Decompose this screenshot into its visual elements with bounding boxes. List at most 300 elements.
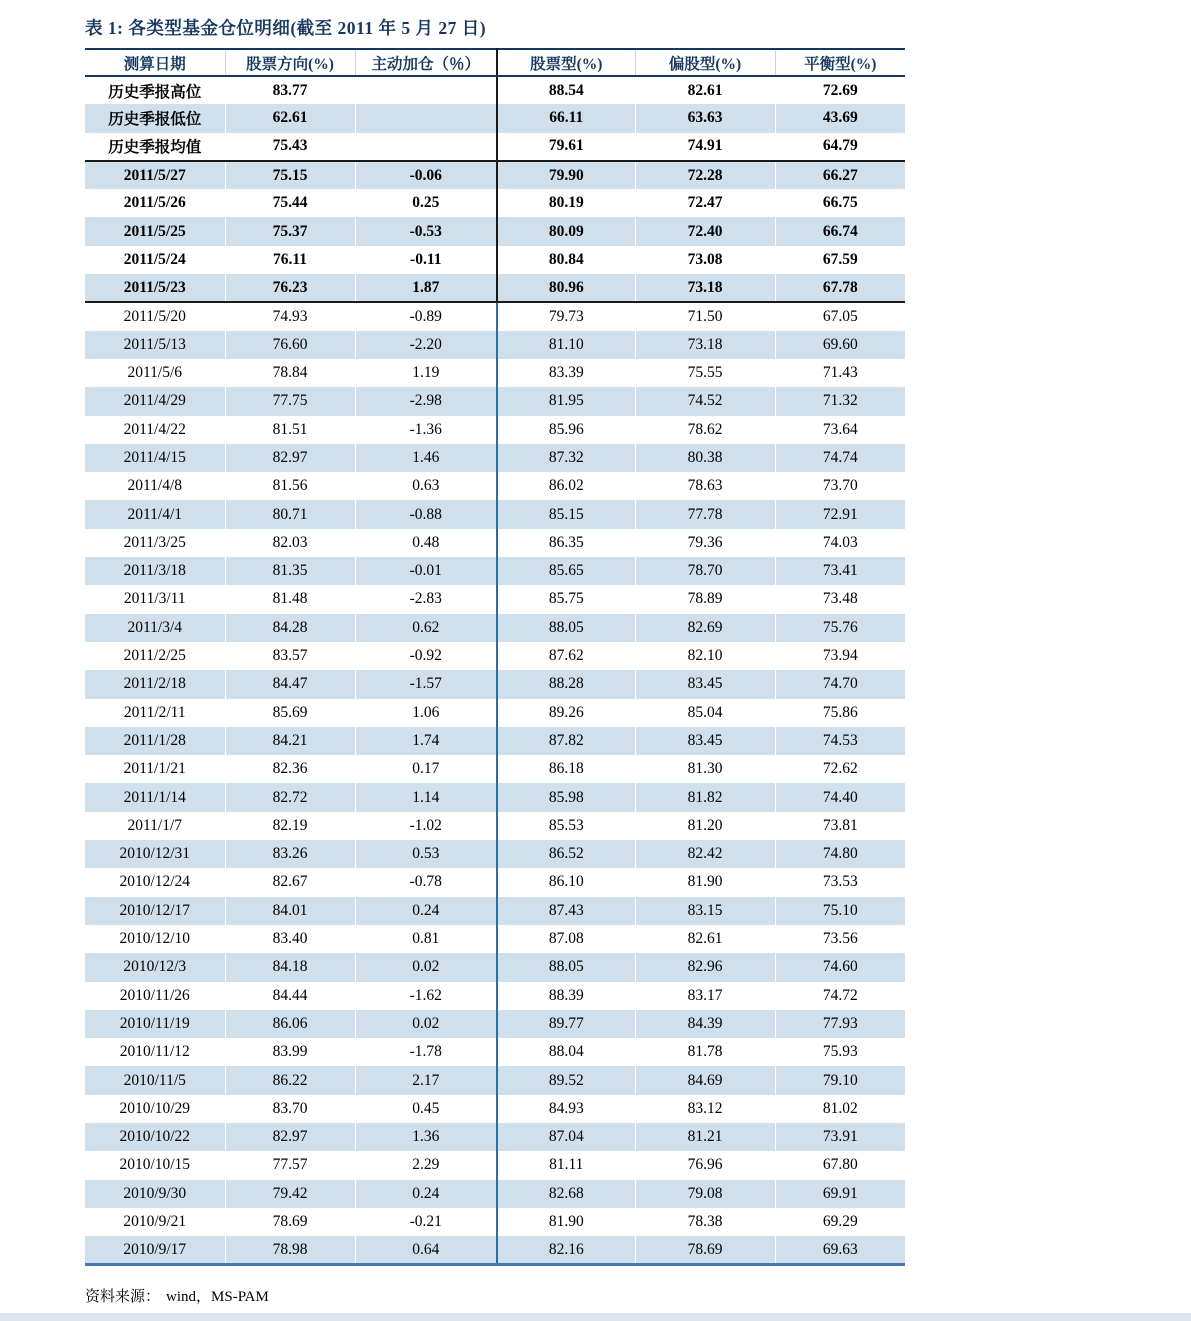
cell: -1.57 <box>355 670 497 698</box>
cell: 82.42 <box>635 840 775 868</box>
cell: 79.10 <box>775 1066 905 1094</box>
cell: 86.35 <box>497 529 635 557</box>
cell: 0.02 <box>355 953 497 981</box>
cell: 75.93 <box>775 1038 905 1066</box>
cell: 43.69 <box>775 104 905 132</box>
cell: 78.38 <box>635 1208 775 1236</box>
cell: 66.75 <box>775 189 905 217</box>
cell: 71.50 <box>635 302 775 330</box>
cell: 2011/3/4 <box>127 618 183 636</box>
cell: -0.92 <box>355 642 497 670</box>
cell: 67.59 <box>775 246 905 274</box>
cell: 78.89 <box>635 585 775 613</box>
cell: 82.16 <box>497 1236 635 1264</box>
cell: 87.43 <box>497 897 635 925</box>
cell: 2010/10/29 <box>119 1099 191 1117</box>
cell: 84.28 <box>225 614 355 642</box>
cell: 83.45 <box>635 670 775 698</box>
cell: 0.81 <box>355 925 497 953</box>
cell: 83.39 <box>497 359 635 387</box>
table-row <box>85 1095 905 1123</box>
cell <box>355 76 497 104</box>
cell: 2011/1/21 <box>123 760 186 778</box>
cell: 81.10 <box>497 331 635 359</box>
cell: 75.10 <box>775 897 905 925</box>
cell: 88.05 <box>497 614 635 642</box>
cell: 0.25 <box>355 189 497 217</box>
cell: 62.61 <box>225 104 355 132</box>
cell: 73.53 <box>775 868 905 896</box>
cell: 74.93 <box>225 302 355 330</box>
cell: 1.19 <box>355 359 497 387</box>
cell: 64.79 <box>775 133 905 161</box>
table-row <box>85 925 905 953</box>
table-row <box>85 1123 905 1151</box>
cell: 83.17 <box>635 982 775 1010</box>
cell: 88.54 <box>497 76 635 104</box>
cell: 82.03 <box>225 529 355 557</box>
cell: 2010/12/10 <box>119 930 191 948</box>
table-row <box>85 416 905 444</box>
cell: 75.37 <box>225 217 355 245</box>
cell: 2010/9/21 <box>123 1213 187 1231</box>
table-row <box>85 699 905 727</box>
cell: 83.99 <box>225 1038 355 1066</box>
cell: 85.15 <box>497 500 635 528</box>
cell: 73.18 <box>635 331 775 359</box>
cell: 0.48 <box>355 529 497 557</box>
cell: 89.26 <box>497 699 635 727</box>
cell: 2010/12/24 <box>119 873 191 891</box>
cell: 历史季报高位 <box>108 83 202 101</box>
header-row <box>85 49 905 76</box>
table-row <box>85 387 905 415</box>
cell: 78.98 <box>225 1236 355 1264</box>
cell: 83.57 <box>225 642 355 670</box>
fund-position-table <box>85 48 905 1266</box>
cell: 80.96 <box>497 274 635 302</box>
cell: 2011/3/25 <box>123 533 186 551</box>
cell: 87.08 <box>497 925 635 953</box>
cell: 2011/5/20 <box>123 308 186 326</box>
table-row <box>85 585 905 613</box>
cell: 2.17 <box>355 1066 497 1094</box>
cell: 74.80 <box>775 840 905 868</box>
cell: 2010/11/19 <box>119 1014 190 1032</box>
cell: 2011/5/23 <box>85 274 225 302</box>
table-title: 表 1: 各类型基金仓位明细(截至 2011 年 5 月 27 日) <box>85 18 487 38</box>
cell: 86.10 <box>497 868 635 896</box>
cell: -2.20 <box>355 331 497 359</box>
cell: 0.24 <box>355 897 497 925</box>
cell: 1.14 <box>355 783 497 811</box>
cell: 85.69 <box>225 699 355 727</box>
cell: 71.43 <box>775 359 905 387</box>
cell: 80.38 <box>635 444 775 472</box>
column-header-2: 主动加仓（％） <box>355 49 497 76</box>
cell: 75.86 <box>775 699 905 727</box>
cell: 73.18 <box>635 274 775 302</box>
cell: 84.69 <box>635 1066 775 1094</box>
table-row <box>85 783 905 811</box>
table-row <box>85 161 905 189</box>
cell: 81.11 <box>497 1151 635 1179</box>
cell: 73.64 <box>775 416 905 444</box>
table-row <box>85 557 905 585</box>
cell: 78.69 <box>635 1236 775 1264</box>
cell: 2011/1/7 <box>127 816 183 834</box>
cell: 74.60 <box>775 953 905 981</box>
cell: 81.90 <box>497 1208 635 1236</box>
cell: 2010/9/30 <box>123 1184 187 1202</box>
column-header-0: 测算日期 <box>85 49 225 76</box>
cell: 74.72 <box>775 982 905 1010</box>
cell: 73.56 <box>775 925 905 953</box>
cell: 89.52 <box>497 1066 635 1094</box>
cell: 81.48 <box>225 585 355 613</box>
cell: 2011/5/25 <box>123 222 186 240</box>
cell: 69.29 <box>775 1208 905 1236</box>
cell: 79.73 <box>497 302 635 330</box>
cell: 82.97 <box>225 1123 355 1151</box>
cell: 2011/2/25 <box>123 647 186 665</box>
cell: 2011/4/15 <box>123 449 186 466</box>
cell: 87.82 <box>497 727 635 755</box>
cell: 81.78 <box>635 1038 775 1066</box>
cell: 81.21 <box>635 1123 775 1151</box>
cell: -0.89 <box>355 302 497 330</box>
cell: 73.08 <box>635 246 775 274</box>
cell: 82.36 <box>225 755 355 783</box>
cell <box>355 104 497 132</box>
cell: 80.09 <box>497 217 635 245</box>
table-row <box>85 1236 905 1264</box>
cell: -0.11 <box>355 246 497 274</box>
cell: 0.45 <box>355 1095 497 1123</box>
cell: -1.36 <box>355 416 497 444</box>
cell: 84.44 <box>225 982 355 1010</box>
cell: 2011/4/1 <box>127 505 183 523</box>
cell: 85.65 <box>497 557 635 585</box>
table-row <box>85 1066 905 1094</box>
cell: 2011/3/18 <box>123 562 186 580</box>
cell: 78.63 <box>635 472 775 500</box>
table-row <box>85 868 905 896</box>
cell: 2011/4/8 <box>127 477 183 495</box>
cell: 2010/11/5 <box>123 1071 186 1089</box>
cell: 72.62 <box>775 755 905 783</box>
cell: 71.32 <box>775 387 905 415</box>
cell: 74.74 <box>775 444 905 472</box>
cell: 79.90 <box>497 161 635 189</box>
cell: 73.94 <box>775 642 905 670</box>
table-row <box>85 500 905 528</box>
cell: 2010/9/17 <box>85 1236 225 1264</box>
cell: 78.84 <box>225 359 355 387</box>
data-source-note <box>85 1285 269 1306</box>
cell: 2011/5/24 <box>123 250 186 268</box>
cell: 72.47 <box>635 189 775 217</box>
cell: 75.15 <box>225 161 355 189</box>
cell: 79.42 <box>225 1180 355 1208</box>
cell: 87.32 <box>497 444 635 472</box>
cell: 73.48 <box>775 585 905 613</box>
cell: 67.78 <box>775 274 905 302</box>
table-row <box>85 274 905 302</box>
table-row <box>85 529 905 557</box>
cell: 75.43 <box>225 133 355 161</box>
cell: 84.47 <box>225 670 355 698</box>
table-row <box>85 189 905 217</box>
source-value: wind，MS-PAM <box>166 1289 269 1305</box>
cell: -1.62 <box>355 982 497 1010</box>
cell: 82.69 <box>635 614 775 642</box>
cell: 77.57 <box>225 1151 355 1179</box>
cell: -0.06 <box>355 161 497 189</box>
cell: 84.93 <box>497 1095 635 1123</box>
table-header <box>85 49 905 76</box>
table-row <box>85 359 905 387</box>
cell: 73.81 <box>775 812 905 840</box>
table-row <box>85 614 905 642</box>
cell: -0.78 <box>355 868 497 896</box>
table-row <box>85 133 905 161</box>
cell: 77.93 <box>775 1010 905 1038</box>
cell: 78.69 <box>225 1208 355 1236</box>
cell: 2010/12/17 <box>119 901 191 919</box>
cell: 79.36 <box>635 529 775 557</box>
cell: 0.64 <box>355 1236 497 1264</box>
cell: 2011/5/6 <box>127 364 183 382</box>
table-row <box>85 840 905 868</box>
cell: 2010/10/22 <box>119 1128 191 1146</box>
cell: 80.71 <box>225 500 355 528</box>
cell: -2.98 <box>355 387 497 415</box>
cell: 74.03 <box>775 529 905 557</box>
cell: 89.77 <box>497 1010 635 1038</box>
cell: 67.80 <box>775 1151 905 1179</box>
cell: 84.21 <box>225 727 355 755</box>
cell: 78.70 <box>635 557 775 585</box>
cell: 75.44 <box>225 189 355 217</box>
cell: 0.02 <box>355 1010 497 1038</box>
cell: 69.60 <box>775 331 905 359</box>
cell: 历史季报低位 <box>108 111 202 129</box>
cell: 87.62 <box>497 642 635 670</box>
table-row <box>85 217 905 245</box>
cell: 81.56 <box>225 472 355 500</box>
cell: 72.69 <box>775 76 905 104</box>
table-row <box>85 104 905 132</box>
cell: 历史季报均值 <box>85 133 225 161</box>
cell: 82.61 <box>635 925 775 953</box>
table-row <box>85 897 905 925</box>
cell: 1.87 <box>355 274 497 302</box>
cell: 73.41 <box>775 557 905 585</box>
cell: 83.15 <box>635 897 775 925</box>
cell: 72.28 <box>635 161 775 189</box>
cell: 82.67 <box>225 868 355 896</box>
table-row <box>85 812 905 840</box>
cell: 75.76 <box>775 614 905 642</box>
table-row <box>85 1208 905 1236</box>
cell: 84.39 <box>635 1010 775 1038</box>
cell: 88.39 <box>497 982 635 1010</box>
cell: 81.02 <box>775 1095 905 1123</box>
cell: 85.75 <box>497 585 635 613</box>
table-row <box>85 953 905 981</box>
cell: -1.02 <box>355 812 497 840</box>
cell: 79.61 <box>497 133 635 161</box>
cell: 76.60 <box>225 331 355 359</box>
cell: 2011/1/28 <box>123 731 186 749</box>
cell: -0.21 <box>355 1208 497 1236</box>
cell: 87.04 <box>497 1123 635 1151</box>
cell: 66.11 <box>497 104 635 132</box>
cell: -0.01 <box>355 557 497 585</box>
cell: -0.53 <box>355 217 497 245</box>
cell: 67.05 <box>775 302 905 330</box>
cell: 86.06 <box>225 1010 355 1038</box>
cell: 2011/2/18 <box>123 675 186 693</box>
cell: 88.04 <box>497 1038 635 1066</box>
cell: 0.53 <box>355 840 497 868</box>
cell: 76.23 <box>225 274 355 302</box>
cell: 79.08 <box>635 1180 775 1208</box>
table-row <box>85 246 905 274</box>
cell: 81.51 <box>225 416 355 444</box>
table-row <box>85 727 905 755</box>
cell: 81.90 <box>635 868 775 896</box>
table-row <box>85 1038 905 1066</box>
cell: 80.19 <box>497 189 635 217</box>
cell: 0.17 <box>355 755 497 783</box>
table-row <box>85 1151 905 1179</box>
cell: 73.70 <box>775 472 905 500</box>
cell: -2.83 <box>355 585 497 613</box>
cell: 2011/5/13 <box>123 335 186 353</box>
cell: 86.52 <box>497 840 635 868</box>
cell: 75.55 <box>635 359 775 387</box>
cell: 81.95 <box>497 387 635 415</box>
table-row <box>85 642 905 670</box>
table-row <box>85 472 905 500</box>
cell: 81.20 <box>635 812 775 840</box>
cell: 85.04 <box>635 699 775 727</box>
cell: 82.19 <box>225 812 355 840</box>
cell: 73.91 <box>775 1123 905 1151</box>
cell: 83.40 <box>225 925 355 953</box>
cell: 77.78 <box>635 500 775 528</box>
cell: 2011/3/11 <box>123 590 186 608</box>
cell: 2010/12/3 <box>123 958 187 976</box>
cell: 2011/5/26 <box>123 194 186 212</box>
cell: 2011/1/14 <box>123 788 186 806</box>
cell: 78.62 <box>635 416 775 444</box>
cell: 2011/5/27 <box>123 166 186 184</box>
cell: 76.96 <box>635 1151 775 1179</box>
cell: 80.84 <box>497 246 635 274</box>
cell: 85.98 <box>497 783 635 811</box>
cell: 82.61 <box>635 76 775 104</box>
cell: 0.24 <box>355 1180 497 1208</box>
cell: 82.10 <box>635 642 775 670</box>
cell: 85.96 <box>497 416 635 444</box>
cell: 1.74 <box>355 727 497 755</box>
cell: 74.40 <box>775 783 905 811</box>
cell: 81.35 <box>225 557 355 585</box>
cell: 74.91 <box>635 133 775 161</box>
cell: 2.29 <box>355 1151 497 1179</box>
cell: 2010/12/31 <box>119 845 191 863</box>
table-row <box>85 1010 905 1038</box>
cell: 85.53 <box>497 812 635 840</box>
cell: 2011/4/22 <box>123 420 186 438</box>
table-row <box>85 755 905 783</box>
cell: 84.01 <box>225 897 355 925</box>
cell: 82.72 <box>225 783 355 811</box>
column-header-5: 平衡型(%) <box>775 49 905 76</box>
cell: 2011/4/29 <box>123 392 186 410</box>
cell: 2011/2/11 <box>123 703 186 721</box>
cell: 82.97 <box>225 444 355 472</box>
cell: 2010/11/26 <box>119 986 190 1004</box>
table-row <box>85 444 905 472</box>
page-footer-band <box>0 1313 1191 1321</box>
cell: 86.22 <box>225 1066 355 1094</box>
cell: 83.77 <box>225 76 355 104</box>
column-header-3: 股票型(%) <box>497 49 635 76</box>
cell: 2010/10/15 <box>119 1156 191 1174</box>
cell: -0.88 <box>355 500 497 528</box>
cell: 1.06 <box>355 699 497 727</box>
table-row <box>85 302 905 330</box>
cell: 81.82 <box>635 783 775 811</box>
cell: 84.18 <box>225 953 355 981</box>
cell: 83.45 <box>635 727 775 755</box>
cell: 2010/11/12 <box>119 1043 190 1061</box>
cell: 88.28 <box>497 670 635 698</box>
cell: 81.30 <box>635 755 775 783</box>
cell: -1.78 <box>355 1038 497 1066</box>
table-body <box>85 76 905 1264</box>
cell: 88.05 <box>497 953 635 981</box>
cell: 74.70 <box>775 670 905 698</box>
table-row <box>85 982 905 1010</box>
cell <box>355 133 497 161</box>
cell: 86.18 <box>497 755 635 783</box>
cell: 74.52 <box>635 387 775 415</box>
cell: 0.62 <box>355 614 497 642</box>
cell: 66.74 <box>775 217 905 245</box>
cell: 86.02 <box>497 472 635 500</box>
cell: 72.91 <box>775 500 905 528</box>
table-row <box>85 670 905 698</box>
table-row <box>85 1180 905 1208</box>
cell: 1.46 <box>355 444 497 472</box>
cell: 83.12 <box>635 1095 775 1123</box>
column-header-1: 股票方向(%) <box>225 49 355 76</box>
source-label: 资料来源： <box>85 1289 161 1305</box>
cell: 83.26 <box>225 840 355 868</box>
cell: 72.40 <box>635 217 775 245</box>
cell: 69.91 <box>775 1180 905 1208</box>
cell: 82.96 <box>635 953 775 981</box>
cell: 1.36 <box>355 1123 497 1151</box>
table-row <box>85 331 905 359</box>
cell: 0.63 <box>355 472 497 500</box>
cell: 69.63 <box>775 1236 905 1264</box>
